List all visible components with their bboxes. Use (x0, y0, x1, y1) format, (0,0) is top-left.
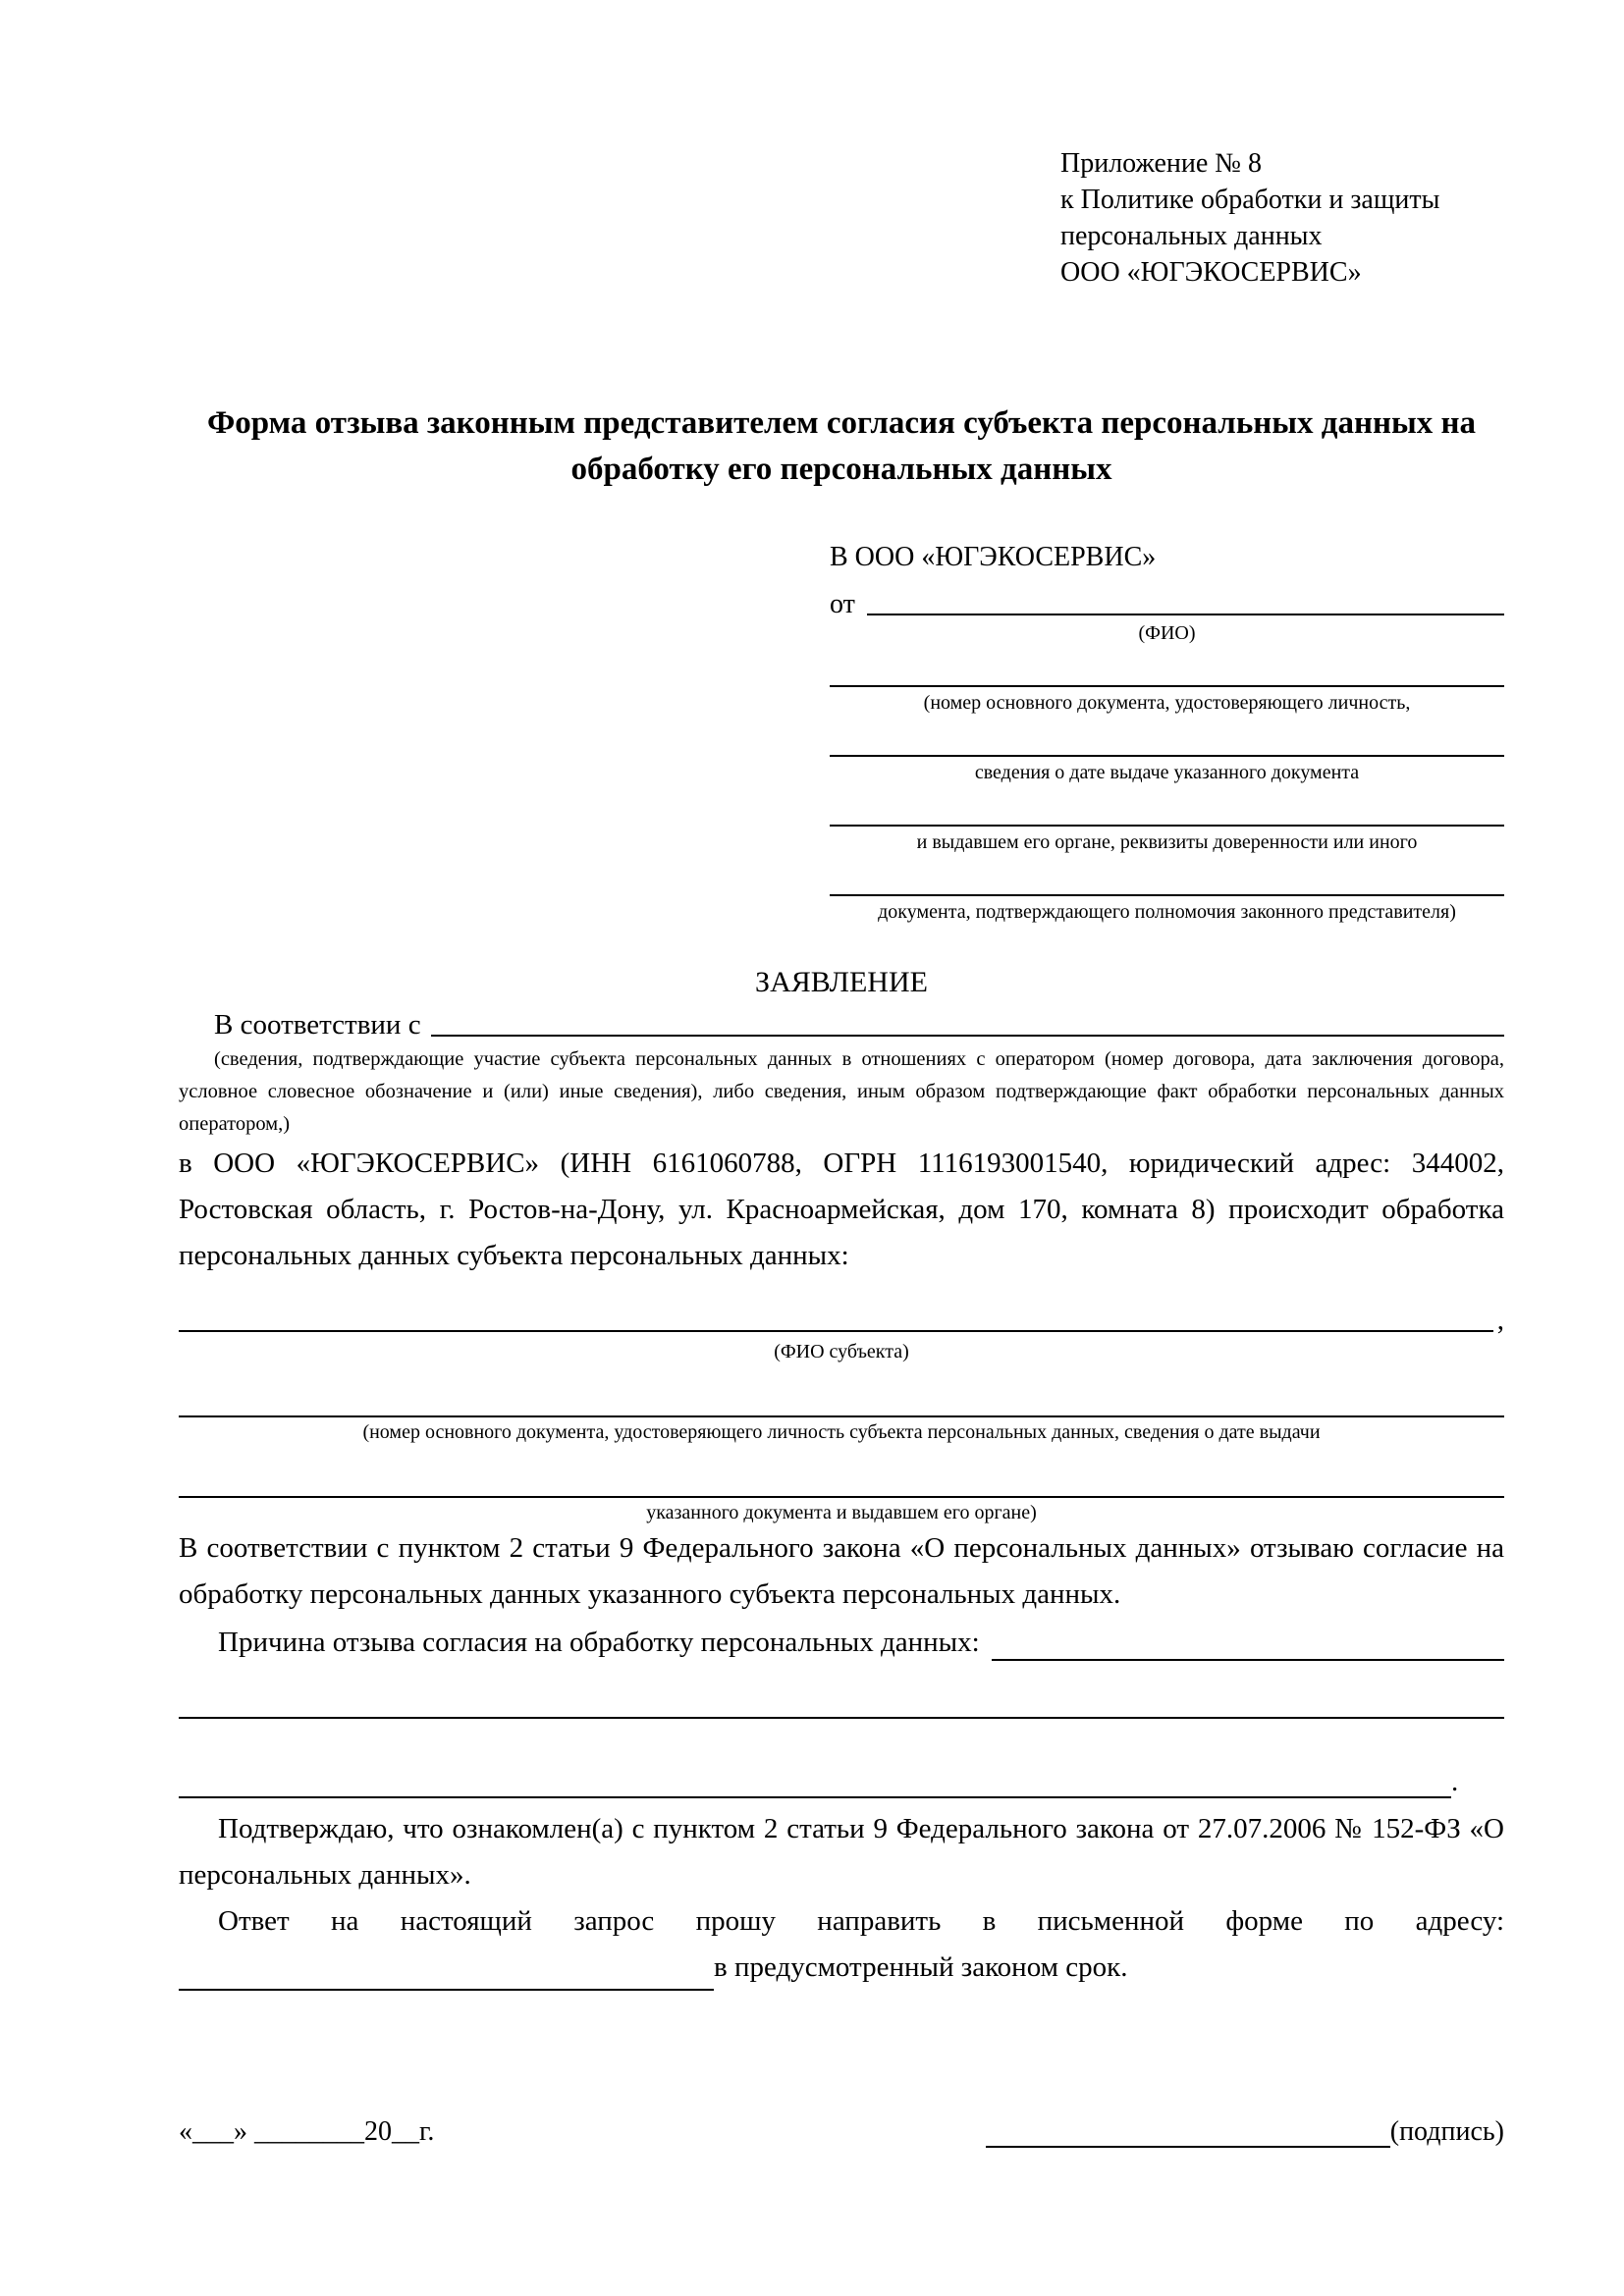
reply-suffix: в предусмотренный законом срок. (714, 1951, 1128, 1983)
page-title: Форма отзыва законным представителем согласия субъекта персональных данных на обработку его персональных данных (206, 405, 1477, 487)
blank-field-line (830, 685, 1504, 687)
blank-field-group (830, 755, 1504, 785)
reason-blank-line-3 (179, 1766, 1504, 1798)
blank-field-group (830, 825, 1504, 855)
signature-field (986, 2116, 1504, 2148)
appendix-note (1060, 145, 1504, 291)
blank-field-caption: сведения о дате выдаче указанного документа (974, 762, 1360, 783)
subject-doc-caption: (номер основного документа, удостоверяющего личность субъекта персональных данных, сведения о дате выдачи (362, 1421, 1321, 1443)
signature-caption: (подпись) (1389, 2116, 1504, 2147)
blank-field-line (830, 825, 1504, 827)
subject-fio-field (179, 1305, 1504, 1337)
footer-row (179, 2116, 1504, 2148)
signature-blank-line (986, 2146, 1390, 2148)
reason-blank-period: . (1451, 1766, 1459, 1797)
in-accordance-label: В соответствии с (214, 1009, 421, 1041)
document-content (179, 145, 1504, 2148)
blank-field-caption: документа, подтверждающего полномочия законного представителя) (878, 901, 1456, 923)
date-field: «___» ________20__г. (179, 2116, 435, 2147)
reason-blank-line-3-rule (179, 1796, 1451, 1798)
blank-field-caption: (номер основного документа, удостоверяющего личность, (923, 692, 1411, 714)
reason-blank-line (992, 1659, 1504, 1661)
participation-note: (сведения, подтверждающие участие субъекта персональных данных в отношениях с оператором (номер договора, дата заключения договора, условное словесное обозначение и (или) иные сведения), либо сведения, иным образом подтверждающие факт обработки персональных данных оператором,) (179, 1048, 1504, 1135)
statement-heading: ЗАЯВЛЕНИЕ (755, 966, 928, 998)
subject-doc-caption-2: указанного документа и выдавшем его органе) (646, 1502, 1037, 1523)
from-blank-line (867, 614, 1504, 615)
subject-doc-blank-line (179, 1415, 1504, 1417)
addressee-block (830, 540, 1504, 925)
reply-address-blank-line (179, 1989, 714, 1991)
from-field (830, 589, 1504, 620)
confirm-paragraph: Подтверждаю, что ознакомлен(а) с пунктом 2 статьи 9 Федерального закона от 27.07.2006 № 152-ФЗ «О персональных данных». (179, 1813, 1504, 1891)
appendix-note-line: персональных данных (1060, 221, 1323, 251)
appendix-note-line: Приложение № 8 (1060, 148, 1262, 179)
fio-caption: (ФИО) (1138, 622, 1196, 644)
blank-field-group (830, 894, 1504, 925)
reply-paragraph: Ответ на настоящий запрос прошу направить в письменной форме по адресу: (218, 1905, 1504, 1937)
subject-fio-comma: , (1496, 1305, 1504, 1336)
blank-field-caption: и выдавшем его органе, реквизиты доверенности или иного (916, 831, 1418, 853)
reason-blank-line-2 (179, 1717, 1504, 1719)
in-accordance-blank-line (431, 1035, 1504, 1037)
appendix-note-line: к Политике обработки и защиты (1060, 185, 1440, 215)
blank-field-line (830, 894, 1504, 896)
blank-field-group (830, 685, 1504, 716)
reason-label: Причина отзыва согласия на обработку персональных данных: (218, 1627, 980, 1658)
subject-fio-caption: (ФИО субъекта) (774, 1341, 909, 1362)
operator-paragraph: в ООО «ЮГЭКОСЕРВИС» (ИНН 6161060788, ОГРН 1116193001540, юридический адрес: 344002, Ростовская область, г. Ростов-на-Дону, ул. Красноармейская, дом 170, комната 8) происходит обработка персональных данных субъекта персональных данных: (179, 1148, 1504, 1271)
in-accordance-field (179, 1009, 1504, 1041)
blank-field-line (830, 755, 1504, 757)
appendix-note-line: ООО «ЮГЭКОСЕРВИС» (1060, 257, 1362, 288)
withdraw-paragraph: В соответствии с пунктом 2 статьи 9 Федерального закона «О персональных данных» отзываю согласие на обработку персональных данных указанного субъекта персональных данных. (179, 1532, 1504, 1610)
reason-field (179, 1620, 1504, 1666)
addressee-organization: В ООО «ЮГЭКОСЕРВИС» (830, 542, 1157, 572)
subject-fio-blank-line (179, 1330, 1493, 1332)
reply-address-field (179, 1945, 1504, 1991)
subject-doc-blank-line-2 (179, 1496, 1504, 1498)
from-label: от (830, 589, 855, 619)
